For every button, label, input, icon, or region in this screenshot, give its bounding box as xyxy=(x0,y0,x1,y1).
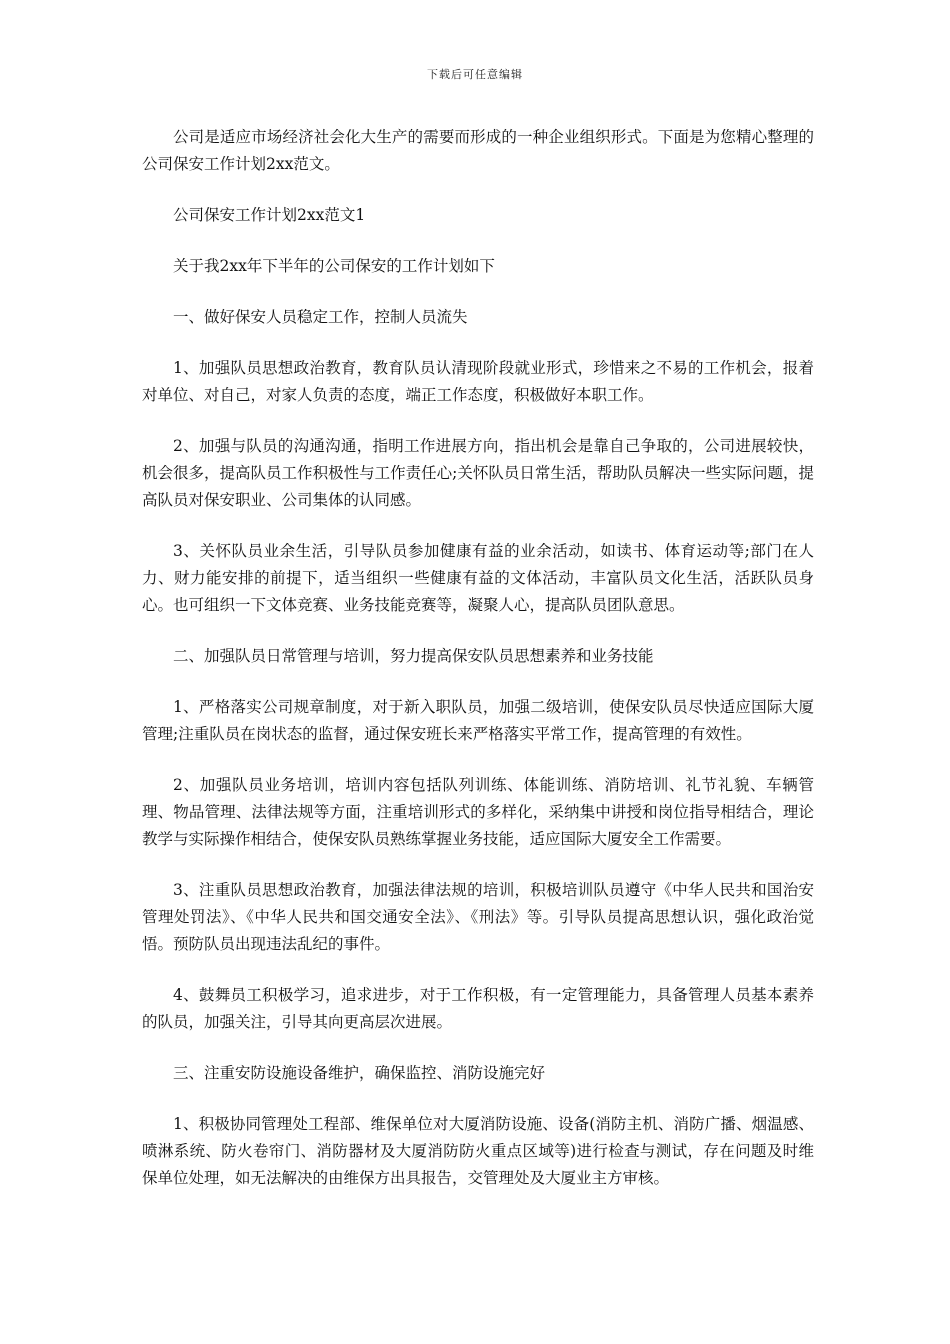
plan-intro: 关于我2xx年下半年的公司保安的工作计划如下 xyxy=(173,257,495,275)
section-1-item-3: 3、关怀队员业余生活，引导队员参加健康有益的业余活动，如读书、体育运动等;部门在人力、财力能安排的前提下，适当组织一些健康有益的文体活动，丰富队员文化生活，活跃队员身心。也可组织一下文体竞赛、业务技能竞赛等，凝聚人心，提高队员团队意思。 xyxy=(142,542,814,614)
page-header-note: 下载后可任意编辑 xyxy=(427,68,523,81)
section-heading-3: 三、注重安防设施设备维护，确保监控、消防设施完好 xyxy=(173,1064,546,1082)
intro-paragraph: 公司是适应市场经济社会化大生产的需要而形成的一种企业组织形式。下面是为您精心整理的公司保安工作计划2xx范文。 xyxy=(142,128,814,173)
section-3-item-1: 1、积极协同管理处工程部、维保单位对大厦消防设施、设备(消防主机、消防广播、烟温感、喷淋系统、防火卷帘门、消防器材及大厦消防防火重点区域等)进行检查与测试，存在问题及时维保单位处理，如无法解决的由维保方出具报告，交管理处及大厦业主方审核。 xyxy=(142,1115,814,1187)
section-heading-2: 二、加强队员日常管理与培训，努力提高保安队员思想素养和业务技能 xyxy=(173,647,654,665)
section-2-item-1: 1、严格落实公司规章制度，对于新入职队员，加强二级培训，使保安队员尽快适应国际大厦管理;注重队员在岗状态的监督，通过保安班长来严格落实平常工作，提高管理的有效性。 xyxy=(142,698,814,743)
section-heading-1: 一、做好保安人员稳定工作，控制人员流失 xyxy=(173,308,468,326)
section-1-item-1: 1、加强队员思想政治教育，教育队员认清现阶段就业形式，珍惜来之不易的工作机会，报着对单位、对自己，对家人负责的态度，端正工作态度，积极做好本职工作。 xyxy=(142,359,814,404)
section-2-item-3: 3、注重队员思想政治教育，加强法律法规的培训，积极培训队员遵守《中华人民共和国治安管理处罚法》、《中华人民共和国交通安全法》、《刑法》等。引导队员提高思想认识，强化政治觉悟。预防队员出现违法乱纪的事件。 xyxy=(142,881,814,953)
document-title: 公司保安工作计划2xx范文1 xyxy=(173,206,366,224)
section-2-item-2: 2、加强队员业务培训，培训内容包括队列训练、体能训练、消防培训、礼节礼貌、车辆管理、物品管理、法律法规等方面，注重培训形式的多样化，采纳集中讲授和岗位指导相结合，理论教学与实际操作相结合，使保安队员熟练掌握业务技能，适应国际大厦安全工作需要。 xyxy=(142,776,814,848)
document-body xyxy=(142,124,814,1216)
section-1-item-2: 2、加强与队员的沟通沟通，指明工作进展方向，指出机会是靠自己争取的，公司进展较快，机会很多，提高队员工作积极性与工作责任心;关怀队员日常生活，帮助队员解决一些实际问题，提高队员对保安职业、公司集体的认同感。 xyxy=(142,437,814,509)
section-2-item-4: 4、鼓舞员工积极学习，追求进步，对于工作积极，有一定管理能力，具备管理人员基本素养的队员，加强关注，引导其向更高层次进展。 xyxy=(142,986,814,1031)
